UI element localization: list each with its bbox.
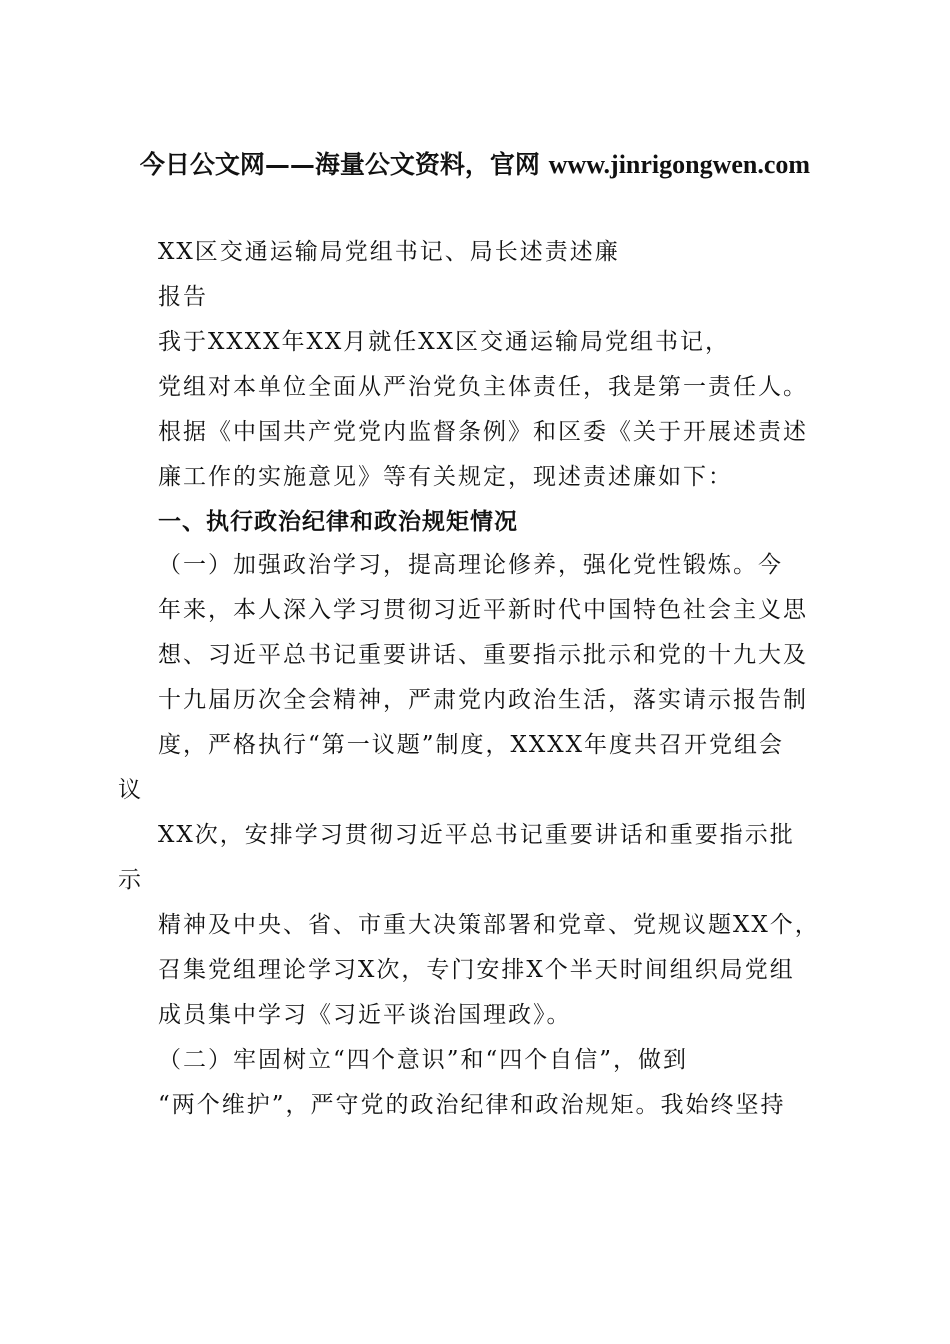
paragraph-line: 议 bbox=[118, 777, 143, 803]
paragraph-line: 精神及中央、省、市重大决策部署和党章、党规议题XX个， bbox=[158, 912, 820, 938]
paragraph-line: 想、习近平总书记重要讲话、重要指示批示和党的十九大及 bbox=[158, 642, 808, 668]
paragraph-line: 度，严格执行“第一议题”制度，XXXX年度共召开党组会 bbox=[158, 732, 785, 758]
site-url[interactable]: www.jinrigongwen.com bbox=[548, 150, 811, 179]
paragraph-line: （一）加强政治学习，提高理论修养，强化党性锻炼。今 bbox=[158, 552, 783, 578]
paragraph-line: （二）牢固树立“四个意识”和“四个自信”，做到 bbox=[158, 1047, 689, 1073]
site-name: 今日公文网——海量公文资料，官网 bbox=[139, 150, 549, 179]
paragraph-line: 召集党组理论学习X次，专门安排X个半天时间组织局党组 bbox=[158, 957, 795, 983]
paragraph-line: 十九届历次全会精神，严肃党内政治生活，落实请示报告制 bbox=[158, 687, 808, 713]
paragraph-line: 示 bbox=[118, 867, 143, 893]
intro-line: 党组对本单位全面从严治党负主体责任，我是第一责任人。 bbox=[158, 374, 808, 400]
site-header bbox=[0, 145, 950, 185]
intro-line: 根据《中国共产党党内监督条例》和区委《关于开展述责述 bbox=[158, 419, 808, 445]
doc-title-line-2: 报告 bbox=[158, 284, 208, 310]
section-heading: 一、执行政治纪律和政治规矩情况 bbox=[158, 509, 518, 535]
paragraph-line: 成员集中学习《习近平谈治国理政》。 bbox=[158, 1002, 572, 1028]
paragraph-line: 年来，本人深入学习贯彻习近平新时代中国特色社会主义思 bbox=[158, 597, 808, 623]
doc-title-line-1: XX区交通运输局党组书记、局长述责述廉 bbox=[158, 239, 620, 265]
intro-line: 我于XXXX年XX月就任XX区交通运输局党组书记， bbox=[158, 329, 730, 355]
paragraph-line: XX次，安排学习贯彻习近平总书记重要讲话和重要指示批 bbox=[158, 822, 795, 848]
intro-line: 廉工作的实施意见》等有关规定，现述责述廉如下： bbox=[158, 464, 733, 490]
paragraph-line: “两个维护”，严守党的政治纪律和政治规矩。我始终坚持 bbox=[158, 1092, 786, 1118]
